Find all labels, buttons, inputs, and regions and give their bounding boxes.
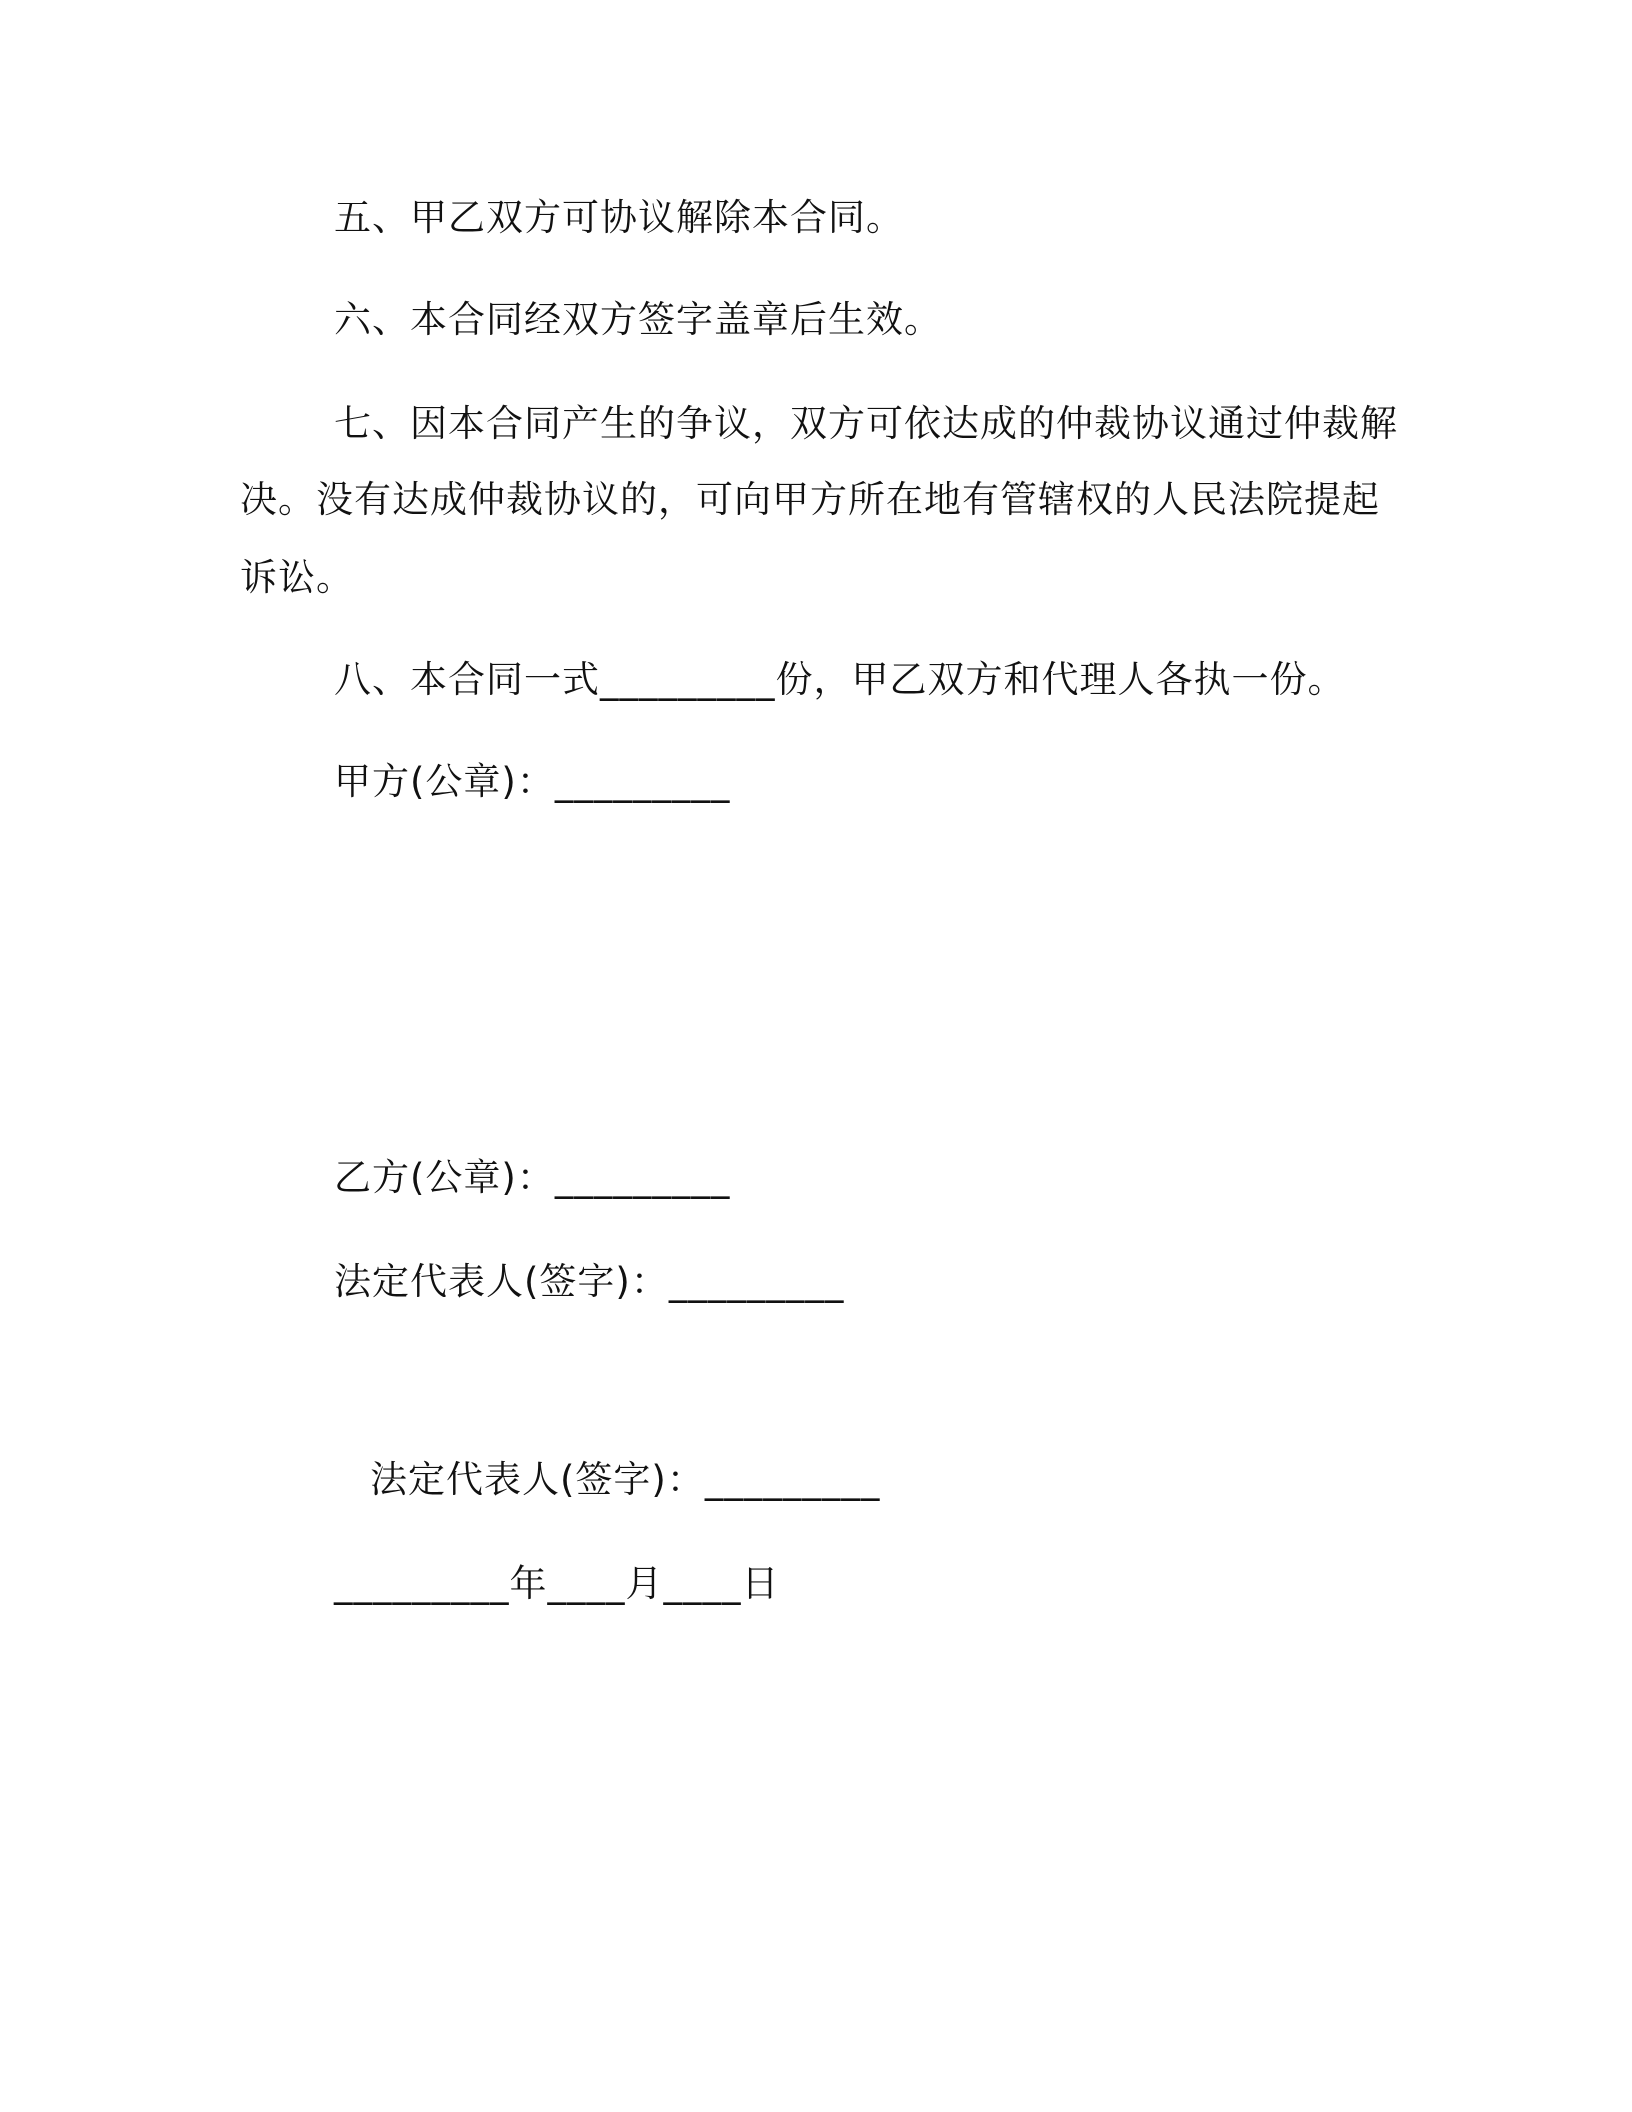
clause-5: 五、甲乙双方可协议解除本合同。 <box>334 196 904 239</box>
legal-representative-signature-2: 法定代表人(签字)：_________ <box>370 1458 881 1501</box>
clause-6: 六、本合同经双方签字盖章后生效。 <box>334 298 942 341</box>
party-b-seal: 乙方(公章)：_________ <box>334 1156 731 1199</box>
clause-7-line-1: 七、因本合同产生的争议，双方可依达成的仲裁协议通过仲裁解 <box>334 402 1398 445</box>
clause-7-line-3: 诉讼。 <box>240 556 354 599</box>
clause-8: 八、本合同一式_________份，甲乙双方和代理人各执一份。 <box>334 658 1346 701</box>
clause-7-line-2: 决。没有达成仲裁协议的，可向甲方所在地有管辖权的人民法院提起 <box>240 478 1380 521</box>
signing-date: _________年____月____日 <box>334 1562 780 1605</box>
party-a-seal: 甲方(公章)：_________ <box>334 760 731 803</box>
legal-representative-signature-1: 法定代表人(签字)：_________ <box>334 1260 845 1303</box>
